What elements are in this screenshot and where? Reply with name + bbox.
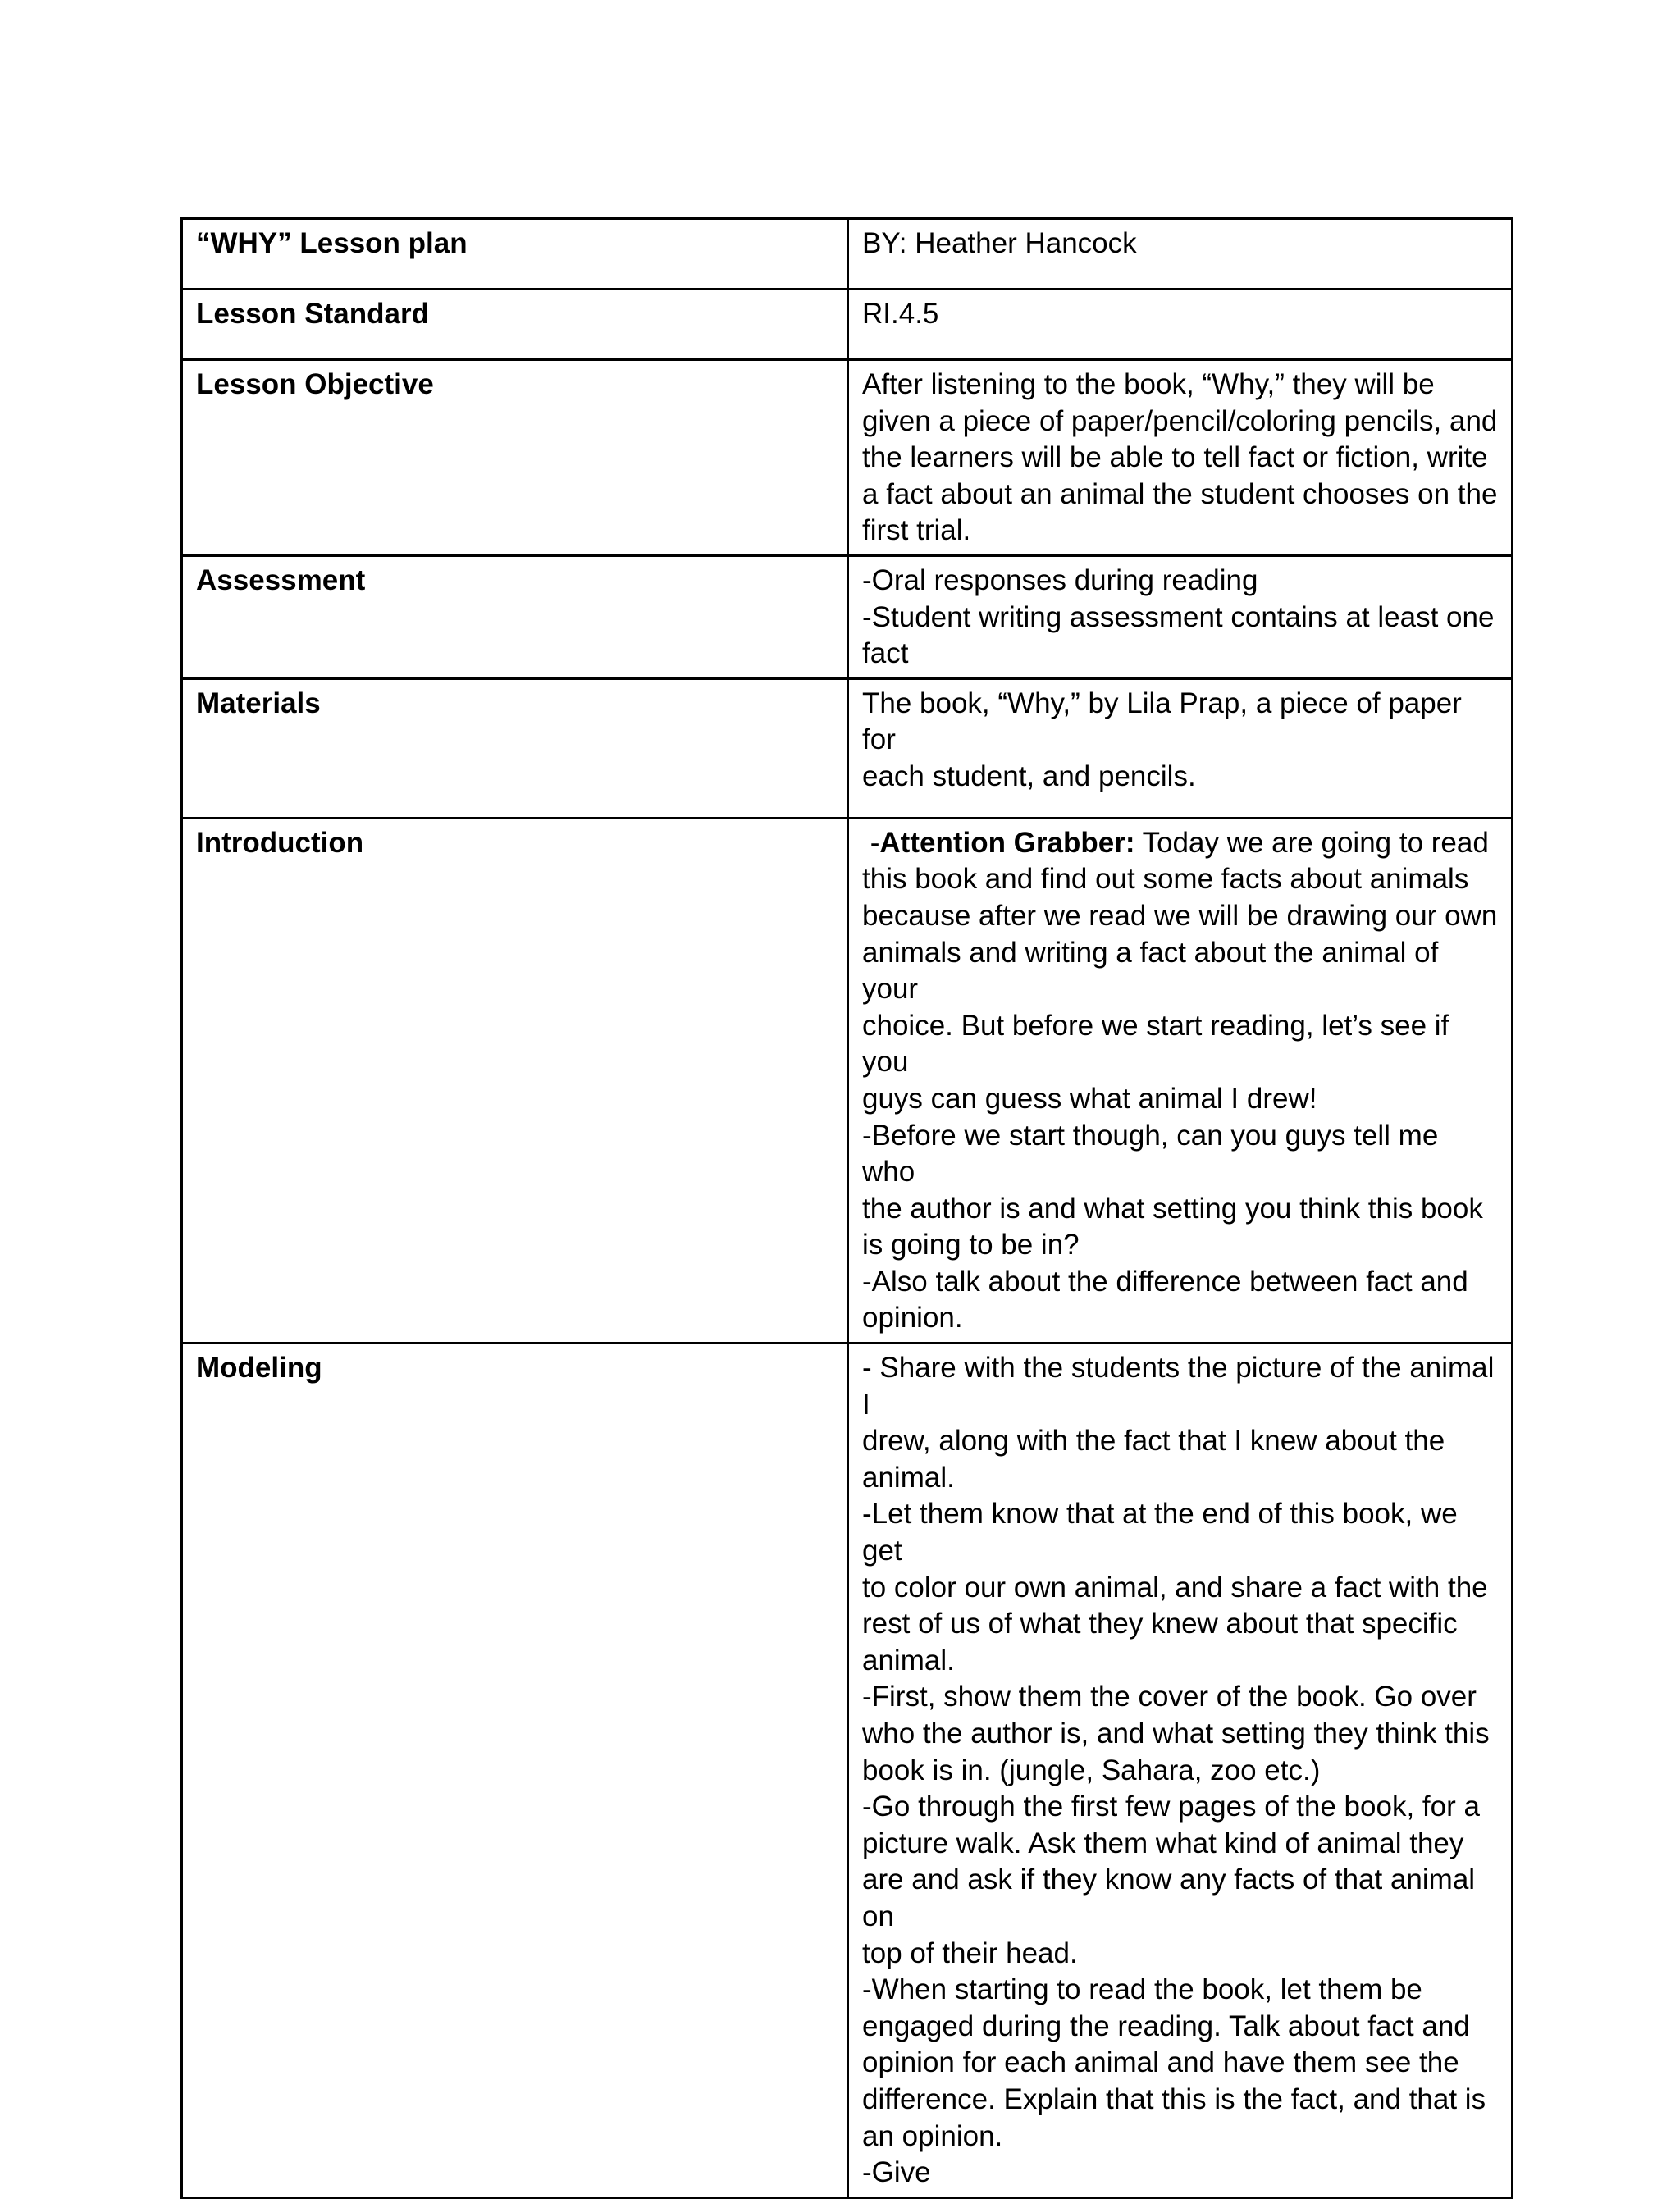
table-row (182, 818, 1513, 1343)
row-value-assessment (848, 555, 1513, 678)
value-line: -Let them know that at the end of this book, we get (862, 1498, 1458, 1567)
value-line: given a piece of paper/pencil/coloring pencils, and (862, 404, 1498, 437)
row-label-materials: Materials (182, 678, 848, 818)
value-line: BY: Heather Hancock (862, 227, 1137, 259)
table-row (182, 678, 1513, 818)
value-line: book is in. (jungle, Sahara, zoo etc.) (862, 1754, 1321, 1786)
value-line: animals and writing a fact about the animal of your (862, 936, 1439, 1006)
value-line: the author is and what setting you think this book (862, 1192, 1483, 1225)
row-value-materials (848, 678, 1513, 818)
row-label-standard: Lesson Standard (182, 290, 848, 360)
value-line: -Student writing assessment contains at least one (862, 600, 1495, 633)
value-line: animal. (862, 1461, 955, 1494)
table-row (182, 1344, 1513, 2198)
value-line: a fact about an animal the student chooses on the (862, 477, 1498, 510)
table-row (182, 360, 1513, 556)
value-line: After listening to the book, “Why,” they will be (862, 368, 1435, 400)
value-line: an opinion. (862, 2119, 1003, 2152)
intro-first-line-rest: Today we are going to read (1134, 826, 1489, 859)
value-line: choice. But before we start reading, let’s see if you (862, 1009, 1449, 1079)
value-line: are and ask if they know any facts of that animal on (862, 1864, 1476, 1932)
value-line: the learners will be able to tell fact or fiction, write (862, 441, 1488, 474)
value-line: The book, “Why,” by Lila Prap, a piece of paper for (862, 687, 1462, 756)
value-line: -First, show them the cover of the book. Go over (862, 1681, 1477, 1713)
value-line: -Before we start though, can you guys tell me who (862, 1119, 1439, 1188)
value-line: this book and find out some facts about animals (862, 863, 1469, 896)
value-line: -Also talk about the difference between fact and (862, 1265, 1468, 1298)
value-line: to color our own animal, and share a fact with the (862, 1571, 1488, 1604)
value-line: top of their head. (862, 1937, 1078, 1969)
row-label-assessment: Assessment (182, 555, 848, 678)
value-line: drew, along with the fact that I knew about the (862, 1425, 1445, 1458)
value-line: - Share with the students the picture of the animal I (862, 1352, 1495, 1421)
value-line: -When starting to read the book, let them be (862, 1973, 1422, 2006)
table-row (182, 219, 1513, 290)
value-line: -Oral responses during reading (862, 563, 1258, 596)
value-line: because after we read we will be drawing our own (862, 899, 1498, 932)
value-line: is going to be in? (862, 1229, 1080, 1261)
intro-prefix: - (862, 826, 880, 859)
value-line: animal. (862, 1644, 955, 1677)
value-line: RI.4.5 (862, 298, 939, 330)
value-line: -Go through the first few pages of the book, for a (862, 1791, 1480, 1823)
table-row (182, 555, 1513, 678)
attention-grabber-label: Attention Grabber: (879, 826, 1135, 859)
row-value-author (848, 219, 1513, 290)
lesson-plan-table (180, 217, 1513, 2199)
value-line: -Give (862, 2156, 931, 2189)
row-label-modeling: Modeling (182, 1344, 848, 2198)
row-label-introduction: Introduction (182, 818, 848, 1343)
value-line: picture walk. Ask them what kind of animal they (862, 1827, 1464, 1859)
value-line: opinion. (862, 1302, 963, 1334)
row-value-objective (848, 360, 1513, 556)
value-line: fact (862, 637, 909, 670)
value-line (862, 825, 1498, 862)
value-line: each student, and pencils. (862, 760, 1196, 792)
value-line: rest of us of what they knew about that specific (862, 1608, 1458, 1640)
row-label-objective: Lesson Objective (182, 360, 848, 556)
value-line: first trial. (862, 514, 971, 547)
row-value-standard (848, 290, 1513, 360)
row-value-modeling (848, 1344, 1513, 2198)
row-label-title: “WHY” Lesson plan (182, 219, 848, 290)
value-line: guys can guess what animal I drew! (862, 1082, 1317, 1115)
value-line: opinion for each animal and have them see the (862, 2046, 1459, 2079)
value-line: engaged during the reading. Talk about fact and (862, 2010, 1470, 2042)
value-line: who the author is, and what setting they think this (862, 1718, 1490, 1750)
row-value-introduction (848, 818, 1513, 1343)
value-line: difference. Explain that this is the fact, and that is (862, 2083, 1486, 2115)
table-row (182, 290, 1513, 360)
